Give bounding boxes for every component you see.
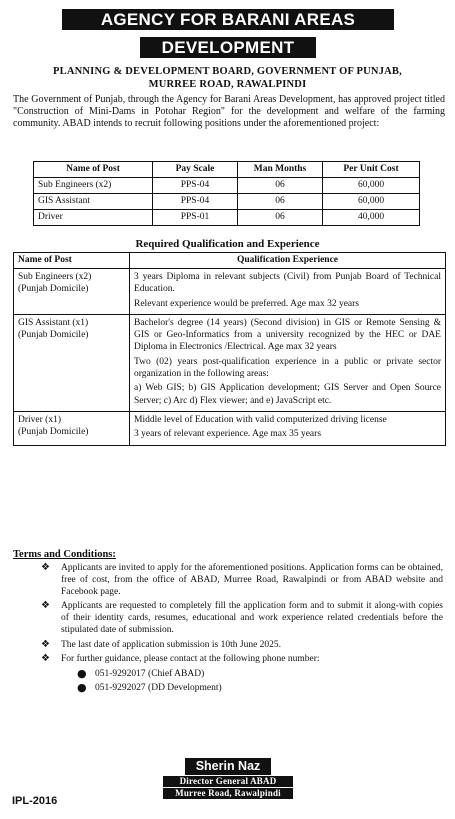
pay-scale-cell: PPS-04 bbox=[153, 194, 238, 210]
posts-col-pay-header: Pay Scale bbox=[153, 162, 238, 178]
signature-block bbox=[163, 758, 293, 799]
qual-col-post-header: Name of Post bbox=[14, 253, 130, 269]
pay-scale-cell: PPS-04 bbox=[153, 178, 238, 194]
qual-details-cell bbox=[130, 269, 446, 315]
table-row bbox=[14, 411, 446, 445]
agency-title-line1: AGENCY FOR BARANI AREAS bbox=[62, 9, 394, 30]
man-months-cell: 06 bbox=[238, 194, 323, 210]
posts-table bbox=[33, 161, 420, 226]
experience-text: 3 years of relevant experience. Age max 35 years bbox=[134, 429, 322, 440]
unit-cost-cell: 40,000 bbox=[323, 210, 420, 226]
post-domicile: (Punjab Domicile) bbox=[18, 330, 89, 341]
agency-title-line2: DEVELOPMENT bbox=[140, 37, 316, 58]
post-domicile: (Punjab Domicile) bbox=[18, 284, 89, 295]
term-text: For further guidance, please contact at the following phone number: bbox=[61, 653, 320, 664]
phone-number: 051-9292027 (DD Development) bbox=[95, 682, 222, 693]
list-item bbox=[13, 639, 443, 651]
experience-text: Relevant experience would be preferred. Age max 32 years bbox=[134, 298, 359, 309]
post-title: Driver (x1) bbox=[18, 414, 61, 425]
post-domicile: (Punjab Domicile) bbox=[18, 427, 89, 438]
post-name-cell: Sub Engineers (x2) bbox=[34, 178, 153, 194]
qualification-heading: Required Qualification and Experience bbox=[135, 238, 320, 250]
qualification-header-row bbox=[14, 253, 446, 269]
terms-heading: Terms and Conditions: bbox=[13, 549, 116, 560]
post-title: Sub Engineers (x2) bbox=[18, 272, 92, 282]
qual-details-cell bbox=[130, 411, 446, 445]
man-months-cell: 06 bbox=[238, 178, 323, 194]
term-text: Applicants are requested to completely fill the application form and to submit it along-with copies of their identity cards, resumes, educational and work experience related credentials before the stipulated date of submission. bbox=[61, 601, 443, 636]
signatory-designation: Director General ABAD bbox=[163, 776, 293, 787]
posts-col-cost-header: Per Unit Cost bbox=[323, 162, 420, 178]
posts-table-header-row bbox=[34, 162, 420, 178]
dot-bullet-icon: ● bbox=[77, 680, 87, 694]
skills-text: a) Web GIS; b) GIS Application development; GIS Server and Open Source Server; c) Arc d) Flex viewer; and e) JavaScript etc. bbox=[134, 383, 441, 406]
qual-post-cell bbox=[14, 411, 130, 445]
diamond-bullet-icon: ❖ bbox=[41, 652, 50, 664]
dot-bullet-icon: ● bbox=[77, 666, 87, 680]
list-item bbox=[13, 562, 443, 598]
signatory-address: Murree Road, Rawalpindi bbox=[163, 788, 293, 799]
term-text: The last date of application submission is 10th June 2025. bbox=[61, 639, 282, 650]
post-title: GIS Assistant (x1) bbox=[18, 317, 89, 328]
table-row bbox=[14, 269, 446, 315]
diamond-bullet-icon: ❖ bbox=[41, 600, 50, 612]
phone-number: 051-9292017 (Chief ABAD) bbox=[95, 668, 205, 679]
man-months-cell: 06 bbox=[238, 210, 323, 226]
diamond-bullet-icon: ❖ bbox=[41, 562, 50, 573]
posts-col-months-header: Man Months bbox=[238, 162, 323, 178]
table-row bbox=[34, 178, 420, 194]
board-subtitle-line1: PLANNING & DEVELOPMENT BOARD, GOVERNMENT OF PUNJAB, bbox=[53, 66, 402, 77]
table-row bbox=[34, 210, 420, 226]
phone-item bbox=[13, 667, 443, 681]
intro-paragraph: The Government of Punjab, through the Agency for Barani Areas Development, has approved project titled "Construction of Mini-Dams in Potohar Region" for the development and welfare of the farming community. ABAD intends to recruit following positions under the aforementioned project: bbox=[13, 94, 445, 130]
qualification-text: Bachelor's degree (14 years) (Second division) in GIS or Remote Sensing & GIS or Geo-Informatics from a university recognized by the HEC or DAE Diploma in Electronics /Electrical. Age max 32 years bbox=[134, 317, 441, 353]
qualification-text: 3 years Diploma in relevant subjects (Civil) from Punjab Board of Technical Education. bbox=[134, 272, 441, 295]
signatory-name: Sherin Naz bbox=[185, 758, 271, 775]
term-text: Applicants are invited to apply for the aforementioned positions. Application forms can be obtained, free of cost, from the office of ABAD, Murree Road, Rawalpindi or from ABAD website and Facebook page. bbox=[61, 563, 443, 598]
qual-col-experience-header: Qualification Experience bbox=[130, 253, 446, 269]
board-subtitle-line2: MURREE ROAD, RAWALPINDI bbox=[148, 79, 307, 90]
diamond-bullet-icon: ❖ bbox=[41, 638, 50, 650]
unit-cost-cell: 60,000 bbox=[323, 178, 420, 194]
pay-scale-cell: PPS-01 bbox=[153, 210, 238, 226]
posts-col-name-header: Name of Post bbox=[34, 162, 153, 178]
qual-post-cell bbox=[14, 314, 130, 411]
terms-list bbox=[13, 562, 443, 695]
table-row bbox=[14, 314, 446, 411]
ipl-code: IPL-2016 bbox=[12, 795, 58, 807]
qual-details-cell bbox=[130, 314, 446, 411]
phone-item bbox=[13, 681, 443, 695]
post-name-cell: GIS Assistant bbox=[34, 194, 153, 210]
table-row bbox=[34, 194, 420, 210]
qual-post-cell bbox=[14, 269, 130, 315]
list-item bbox=[13, 600, 443, 636]
qualification-table bbox=[13, 252, 446, 446]
phone-list bbox=[13, 667, 443, 695]
unit-cost-cell: 60,000 bbox=[323, 194, 420, 210]
qualification-text: Middle level of Education with valid computerized driving license bbox=[134, 414, 387, 425]
list-item bbox=[13, 653, 443, 665]
experience-text: Two (02) years post-qualification experience in a public or private sector organization in the following areas: bbox=[134, 356, 441, 380]
post-name-cell: Driver bbox=[34, 210, 153, 226]
